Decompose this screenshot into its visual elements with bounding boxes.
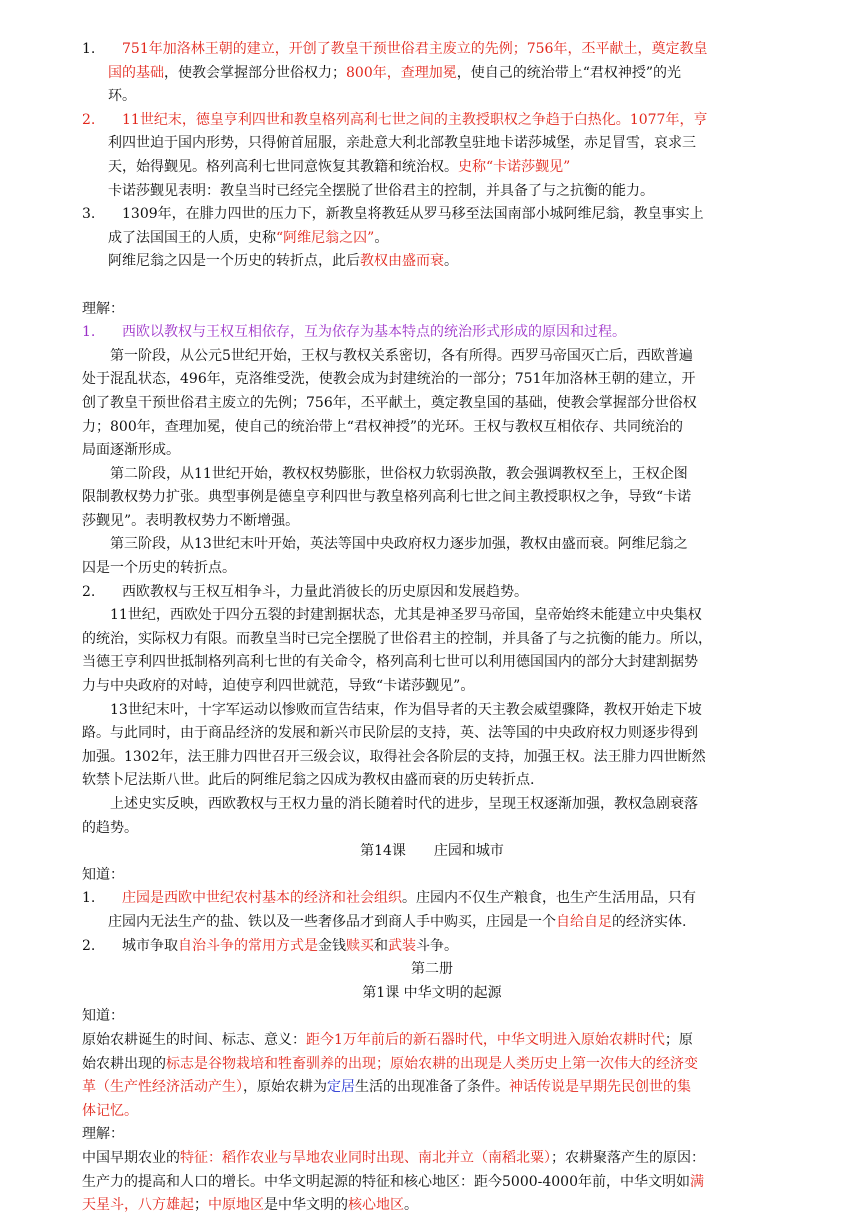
text-segment: 天星斗，八方雄起 (82, 1197, 194, 1214)
k13-item-2-line-2 (82, 156, 782, 180)
text-segment: 和 (374, 937, 388, 954)
text-segment: 阿维尼翁之囚是一个历史的转折点，此后 (108, 253, 360, 270)
understand-1-title (82, 321, 782, 345)
text-segment: 利四世迫于国内形势，只得俯首屈服，亲赴意大利北部教皇驻地卡诺莎城堡，赤足冒雪，哀求三 (108, 135, 696, 152)
text-segment: 特征：稻作农业与旱地农业同时出现、南北并立（南稻北粟） (180, 1149, 551, 1166)
book2-know-line-2 (82, 1076, 782, 1100)
text-segment: 金钱 (318, 937, 346, 954)
text-segment: 是中华文明的 (264, 1197, 348, 1214)
paragraph-line: 囚是一个历史的转折点。 (82, 560, 236, 577)
k14-know-label: 知道： (82, 866, 124, 883)
k13-item-2 (82, 109, 782, 203)
paragraph-line: 局面逐渐形成。 (82, 442, 180, 459)
text-segment: 成了法国国王的人质，史称 (108, 229, 276, 246)
book2-understand-line-1 (82, 1171, 782, 1195)
text-segment: 庄园内无法生产的盐、铁以及一些奢侈品才到商人手中购买，庄园是一个 (108, 913, 556, 930)
paragraph-line: 莎觐见”。表明教权势力不断增强。 (82, 512, 300, 529)
text-segment: 武装 (388, 937, 416, 954)
lesson-1-title: 第1课 中华文明的起源 (362, 984, 502, 1001)
text-segment: 距今1万年前后的新石器时代，中华文明进入原始农耕时代 (306, 1031, 665, 1048)
k13-item-2-line-0 (82, 109, 782, 133)
paragraph-line: 软禁卜尼法斯八世。此后的阿维尼翁之囚成为教权由盛而衰的历史转折点. (82, 772, 535, 789)
k14-item-1 (82, 887, 782, 934)
text-segment (108, 890, 122, 906)
k13-understand-1 (82, 321, 782, 581)
understand-1-title-text: 西欧以教权与王权互相依存，互为依存为基本特点的统治形式形成的原因和过程。 (108, 324, 626, 341)
text-segment: 。 (374, 229, 389, 246)
text-segment: 天，始得觐见。格列高利七世同意恢复其教籍和统治权。 (108, 158, 458, 175)
text-segment: 定居 (327, 1079, 355, 1096)
text-segment: ；农耕聚落产生的原因： (551, 1149, 705, 1166)
text-segment: 中原地区 (208, 1197, 264, 1214)
paragraph-line: 力与中央政府的对峙，迫使亨利四世就范，导致“卡诺莎觐见”。 (82, 678, 475, 695)
book2-understand-label: 理解： (82, 1126, 124, 1143)
text-segment: ； (194, 1197, 208, 1214)
text-segment: “阿维尼翁之囚” (276, 229, 375, 246)
item-number: 1. (82, 890, 96, 907)
text-segment: 始农耕出现的 (82, 1055, 166, 1072)
item-number: 2. (82, 583, 96, 600)
item-number: 2. (82, 111, 96, 128)
text-segment: 教权由盛而衰 (360, 253, 444, 270)
volume-title: 第二册 (411, 961, 453, 978)
document-page (82, 38, 782, 1218)
k13-item-3 (82, 203, 782, 274)
k13-item-3-line-0 (82, 203, 782, 227)
text-segment: 生产力的提高和人口的增长。中华文明起源的特征和核心地区：距今5000-4000年前，中华文明如 (82, 1173, 690, 1190)
paragraph-line: 限制教权势力扩张。典型事例是德皇亨利四世与教皇格列高利七世之间主教授职权之争，导致“卡诺 (82, 489, 692, 506)
text-segment: 的经济实体. (612, 913, 687, 930)
paragraph-line: 创了教皇干预世俗君主废立的先例；756年，丕平献土，奠定教皇国的基础，使教会掌握部分世俗权 (82, 394, 697, 411)
k13-item-3-line-2 (82, 250, 782, 274)
text-segment: 卡诺莎觐见表明：教皇当时已经完全摆脱了世俗君主的控制，并具备了与之抗衡的能力。 (108, 182, 654, 199)
paragraph-line: 路。与此同时，由于商品经济的发展和新兴市民阶层的支持，英、法等国的中央政府权力则逐步得到 (82, 725, 698, 742)
blank-line (82, 274, 782, 298)
text-segment: 自给自足 (556, 913, 612, 930)
k14-item-1-line-1 (82, 911, 782, 935)
text-segment: 体记忆。 (82, 1102, 138, 1119)
paragraph-line: 的统治，实际权力有限。而教皇当时已完全摆脱了世俗君主的控制，并具备了与之抗衡的能力。所以， (82, 630, 712, 647)
understand-2-title-text: 西欧教权与王权互相争斗，力量此消彼长的历史原因和发展趋势。 (108, 583, 528, 600)
k13-item-1-line-0 (82, 38, 782, 62)
text-segment: 神话传说是早期先民创世的集 (509, 1079, 691, 1096)
item-number: 2. (82, 937, 96, 954)
paragraph-line: 加强。1302年，法王腓力四世召开三级会议，取得社会各阶层的支持，加强王权。法王腓力四世断然 (82, 748, 706, 765)
paragraph-line: 当德王亨利四世抵制格列高利七世的有关命令，格列高利七世可以利用德国国内的部分大封建割据势 (82, 654, 698, 671)
text-segment: 革（生产性经济活动产生） (82, 1079, 243, 1096)
paragraph-line: 的趋势。 (82, 819, 138, 836)
text-segment: 。 (404, 1197, 418, 1214)
paragraph-line: 处于混乱状态，496年，克洛维受洗，使教会成为封建统治的一部分；751年加洛林王朝的建立，开 (82, 371, 696, 388)
text-segment: ；原 (664, 1031, 693, 1048)
k13-item-3-line-1 (82, 227, 782, 251)
text-segment: 11世纪末，德皇亨利四世和教皇格列高利七世之间的主教授职权之争趋于白热化。 (108, 111, 630, 128)
text-segment: 。庄园内不仅生产粮食，也生产生活用品，只有 (402, 890, 696, 907)
text-segment: ，使教会掌握部分世俗权力； (164, 64, 346, 81)
paragraph-line: 上述史实反映，西欧教权与王权力量的消长随着时代的进步，呈现王权逐渐加强，教权急剧衰落 (82, 796, 698, 812)
k14-item-1-line-0 (82, 887, 782, 911)
paragraph-line: 11世纪，西欧处于四分五裂的封建割据状态，尤其是神圣罗马帝国，皇帝始终未能建立中央集权 (82, 607, 702, 624)
text-segment: 原始农耕诞生的时间、标志、意义： (82, 1031, 306, 1048)
text-segment: 生活的出现准备了条件。 (355, 1079, 509, 1096)
item-number: 1. (82, 324, 96, 341)
text-segment: 800年，查理加冕 (346, 64, 457, 81)
k13-item-2-line-1 (82, 132, 782, 156)
paragraph-line: 第二阶段，从11世纪开始，教权权势膨胀，世俗权力软弱涣散，教会强调教权至上，王权企图 (82, 465, 688, 482)
text-segment: 自治斗争的常用方式是 (178, 937, 318, 954)
text-segment: ，使自己的统治带上“君权神授”的光 (456, 64, 682, 81)
item-number: 3. (82, 206, 96, 223)
text-segment: 环。 (108, 88, 136, 105)
paragraph-line: 第一阶段，从公元5世纪开始，王权与教权关系密切，各有所得。西罗马帝国灭亡后，西欧普遍 (82, 347, 693, 364)
k13-item-1-line-1 (82, 62, 782, 86)
text-segment: 1309年，在腓力四世的压力下，新教皇将教廷从罗马移至法国南部小城阿维尼翁，教皇事实上 (108, 206, 704, 223)
book2-understand-line-0 (82, 1147, 782, 1171)
k13-item-1 (82, 38, 782, 109)
book2-know-line-0 (82, 1029, 782, 1053)
text-segment: 城市争取 (108, 937, 178, 954)
understand-2-title (82, 581, 782, 605)
k14-item-2 (82, 935, 782, 959)
text-segment: 751年加洛林王朝的建立，开创了教皇干预世俗君主废立的先例；756年，丕平献土，奠定教皇 (108, 41, 708, 57)
k14-item-2-line-0 (82, 935, 782, 959)
paragraph-line: 13世纪末叶，十字军运动以惨败而宣告结束，作为倡导者的天主教会威望骤降，教权开始走下坡 (82, 701, 702, 718)
lesson-14-title: 第14课 庄园和城市 (360, 843, 504, 860)
text-segment: 斗争。 (416, 937, 458, 954)
paragraph-line: 第三阶段，从13世纪末叶开始，英法等国中央政府权力逐步加强，教权由盛而衰。阿维尼翁之 (82, 536, 688, 553)
text-segment: 满 (690, 1173, 704, 1190)
book2-understand-line-2 (82, 1194, 782, 1218)
text-segment: 。 (444, 253, 458, 270)
text-segment: 史称“卡诺莎觐见” (458, 158, 571, 175)
text-segment: 国的基础 (108, 64, 164, 81)
k13-understand-2 (82, 581, 782, 841)
text-segment: 中国早期农业的 (82, 1149, 180, 1166)
text-segment: ，原始农耕为 (243, 1079, 327, 1096)
text-segment: 庄园是西欧中世纪农村基本的经济和社会组织 (122, 890, 402, 907)
k13-item-2-line-3 (82, 180, 782, 204)
text-segment: 核心地区 (348, 1197, 404, 1214)
book2-know-line-3 (82, 1100, 782, 1124)
book2-know-label: 知道： (82, 1008, 124, 1025)
text-segment: 赎买 (346, 937, 374, 954)
item-number: 1. (82, 41, 96, 57)
book2-know-line-1 (82, 1053, 782, 1077)
k13-item-1-line-2 (82, 85, 782, 109)
k13-understand-label: 理解： (82, 300, 124, 317)
text-segment: 1077年，亨 (629, 111, 708, 128)
paragraph-line: 力；800年，查理加冕，使自己的统治带上“君权神授”的光环。王权与教权互相依存、共同统治的 (82, 418, 684, 435)
text-segment: 标志是谷物栽培和牲畜驯养的出现；原始农耕的出现是人类历史上第一次伟大的经济变 (166, 1055, 698, 1072)
